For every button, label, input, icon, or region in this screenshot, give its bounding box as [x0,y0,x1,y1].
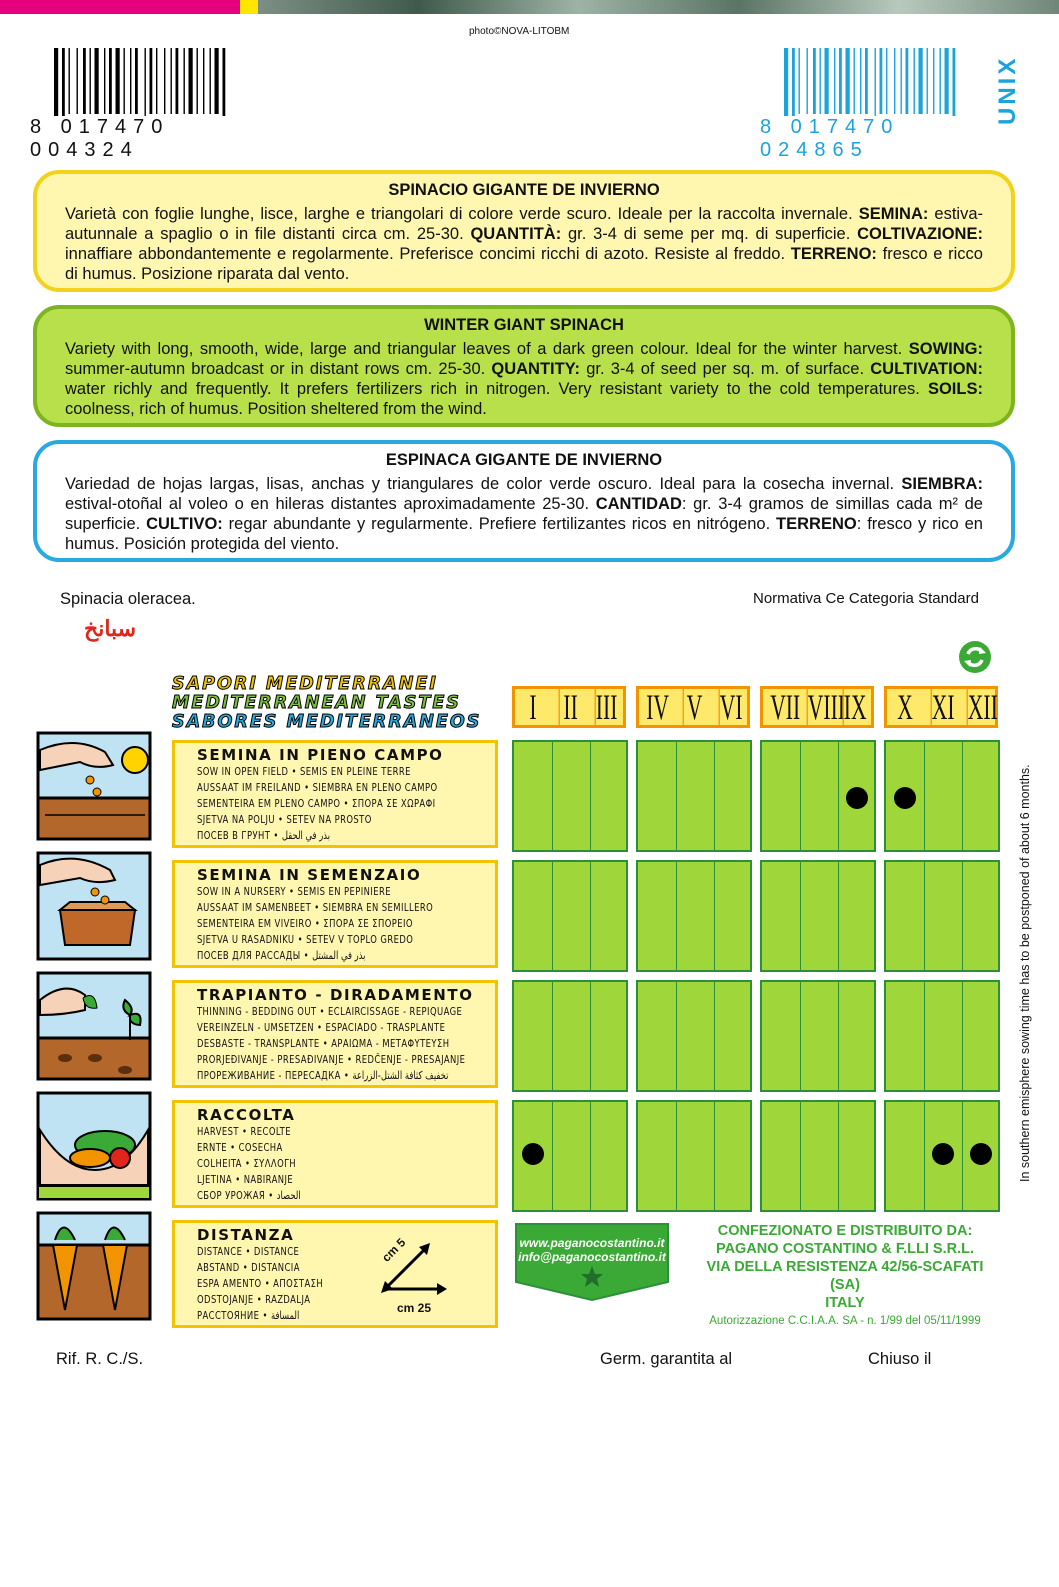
activity-open-field: SEMINA IN PIENO CAMPO SOW IN OPEN FIELD • SEMIS EN PLEINE TERRE AUSSAAT IM FREILAND • SIEMBRA EN PLENO CAMPO SEMENTEIRA EM PLENO CAMPO • ΣΠΟΡΑ ΣΕ ΧΩΡΑΦΙ SJETVA NA POLJU • SETEV NA PROSTO ПОСЕВ В ГРУНТ • بذر في الحقل [172,740,498,848]
green-dot-recycle-icon [958,640,992,674]
month-label: VI [719,687,743,727]
distance-row-label: cm 25 [397,1301,432,1315]
month-label: II [559,689,582,725]
month-label: III [595,687,618,727]
month-label: IV [646,687,669,727]
producer-info: CONFEZIONATO E DISTRIBUITO DA: PAGANO COSTANTINO & F.LLI S.R.L. VIA DELLA RESISTENZA 42/56-SCAFATI (SA) ITALY Autorizzazione C.C.I.A.A. SA - n. 1/99 del 05/11/1999 [706,1223,984,1327]
sapori-title-it: SAPORI MEDITERRANEI [172,674,438,694]
species-name: Spinacia oleracea. [60,590,196,608]
website-email[interactable]: info@paganocostantino.it [518,1250,666,1264]
english-description-box [33,305,1015,427]
calendar-dot [894,787,916,809]
arabic-name: سبانخ [84,616,137,641]
calendar-quarter [760,860,876,972]
activity-distance: DISTANZA DISTANCE • DISTANCE ABSTAND • DISTANCIA ESPA AMENTO • ΑΠΟΣΤΑΣΗ ODSTOJANJE • RAZDALJA РАССТОЯНИЕ • المسافة cm 5 cm 25 [172,1220,498,1328]
calendar-quarter [760,980,876,1092]
italian-description-box [33,170,1015,292]
month-label: VII [770,687,801,727]
calendar-dot [932,1143,954,1165]
month-label: V [683,689,706,725]
calendar-dot [970,1143,992,1165]
sapori-title-en: MEDITERRANEAN TASTES [172,693,461,713]
reference-label: Rif. R. C./S. [56,1350,144,1368]
spanish-description-box [33,440,1015,562]
sapori-title-es: SABORES MEDITERRANEOS [172,712,482,732]
calendar-dot [522,1143,544,1165]
spanish-title: ESPINACA GIGANTE DE INVIERNO [385,451,663,469]
harvest-icon [35,1090,153,1202]
germination-label: Germ. garantita al [600,1350,733,1368]
top-color-strip [0,0,1059,14]
barcode-right-digits: 8 017470 024865 [758,116,990,162]
photo-credit: photo©NOVA-LITOBM [469,26,570,37]
normativa-label: Normativa Ce Categoria Standard [753,590,979,607]
english-text: Variety with long, smooth, wide, large and triangular leaves of a dark green colour. Ideal for the winter harvest. SOWING: summer-autumn broadcast or in distant rows cm. 25-30. QUANTITY: gr. 3-4 of seed per sq. m. of surface. CULTIVATION: water richly and frequently. It prefers fertilizers rich in nitrogen. Very resistant variety to the cold temperatures. SOILS: coolness, rich of humus. Position sheltered from the wind. [65,340,983,418]
month-label: XII [967,687,998,727]
open-field-sowing-icon [35,730,153,842]
calendar-quarter [884,740,1000,852]
southern-hemisphere-note: In southern emisphere sowing time has to be postponed of about 6 months. [1018,764,1032,1182]
calendar-quarter [512,740,628,852]
calendar-quarter [512,860,628,972]
activity-nursery: SEMINA IN SEMENZAIO SOW IN A NURSERY • SEMIS EN PEPINIERE AUSSAAT IM SAMENBEET • SIEMBRA EN SEMILLERO SEMENTEIRA EM VIVEIRO • ΣΠΟΡΑ ΣΕ ΣΠΟΡΕΙΟ SJETVA U RASADNIKU • SETEV V TOPLO GREDO ПОСЕВ ДЛЯ РАССАДЫ • بذر في المشتل [172,860,498,968]
nursery-sowing-icon [35,850,153,962]
spanish-text: Variedad de hojas largas, lisas, anchas y triangulares de color verde oscuro. Ideal para la cosecha invernal. SIEMBRA: estival-otoñal al voleo o en hileras distantes aproximadamente 25-30. CANTIDAD: gr. 3-4 gramos de simillas cada m² de superficie. CULTIVO: regar abundante y regularmente. Prefiere fertilizantes ricos en nitrógeno. TERRENO: fresco y rico en humus. Posición protegida del viento. [65,475,983,553]
month-header-q2 [636,686,750,728]
barcode-left-digits: 8 017470 004324 [28,116,260,162]
website-url[interactable]: www.paganocostantino.it [519,1236,665,1250]
distance-carrots-icon [35,1210,153,1322]
calendar-quarter [884,980,1000,1092]
distance-plant-label: cm 5 [379,1235,409,1265]
barcode-left-bars [28,48,260,126]
unix-logo: UNIX [994,55,1021,125]
website-badge [514,1222,670,1302]
english-title: WINTER GIANT SPINACH [424,316,624,334]
month-header-q1 [512,686,626,728]
closed-label: Chiuso il [868,1350,932,1368]
calendar-quarter [636,1100,752,1212]
transplant-icon [35,970,153,1082]
italian-text: Varietà con foglie lunghe, lisce, larghe e triangolari di colore verde scuro. Ideale per la raccolta invernale. SEMINA: estiva-autunnale a spaglio o in file distanti circa cm. 25-30. QUANTITÀ: gr. 3-4 di seme per mq. di superficie. COLTIVAZIONE: innaffiare abbondantemente e regolarmente. Preferisce concimi ricchi di azoto. Resiste al freddo. TERRENO: fresco e ricco di humus. Posizione riparata dal vento. [65,205,983,283]
month-label: XI [931,687,955,727]
calendar-quarter [636,980,752,1092]
italian-title: SPINACIO GIGANTE DE INVIERNO [388,181,660,199]
barcode-right [758,48,990,161]
month-label: X [897,687,913,727]
calendar-quarter [636,740,752,852]
barcode-left [28,48,260,161]
calendar-quarter [636,860,752,972]
calendar-quarter [512,1100,628,1212]
calendar-quarter [884,1100,1000,1212]
calendar-quarter [760,740,876,852]
activity-harvest: RACCOLTA HARVEST • RECOLTE ERNTE • COSECHA COLHEITA • ΣΥΛΛΟΓΗ LJETINA • NABIRANJE СБОР УРОЖАЯ • الحصاد [172,1100,498,1208]
calendar-quarter [512,980,628,1092]
month-header-q4 [884,686,998,728]
calendar-dot [846,787,868,809]
month-header-q3 [760,686,874,728]
month-label: I [529,687,537,727]
month-label: IX [843,687,867,727]
barcode-right-bars [758,48,990,126]
activity-transplant: TRAPIANTO - DIRADAMENTO THINNING - BEDDING OUT • ECLAIRCISSAGE - REPIQUAGE VEREINZELN - UMSETZEN • ESPACIADO - TRASPLANTE DESBASTE - TRANSPLANTE • ΑΡΑΙΩΜΑ - ΜΕΤΑΦΥΤΕΥΣΗ PRORJEĐIVANJE - PRESAĐIVANJE • REDČENJE - PRESAJANJE ПРОРЕЖИВАНИЕ - ПЕРЕСАДКА • تخفيف كثافة الشتل-الزراعة [172,980,498,1088]
calendar-quarter [760,1100,876,1212]
month-label: VIII [807,687,845,727]
calendar-quarter [884,860,1000,972]
